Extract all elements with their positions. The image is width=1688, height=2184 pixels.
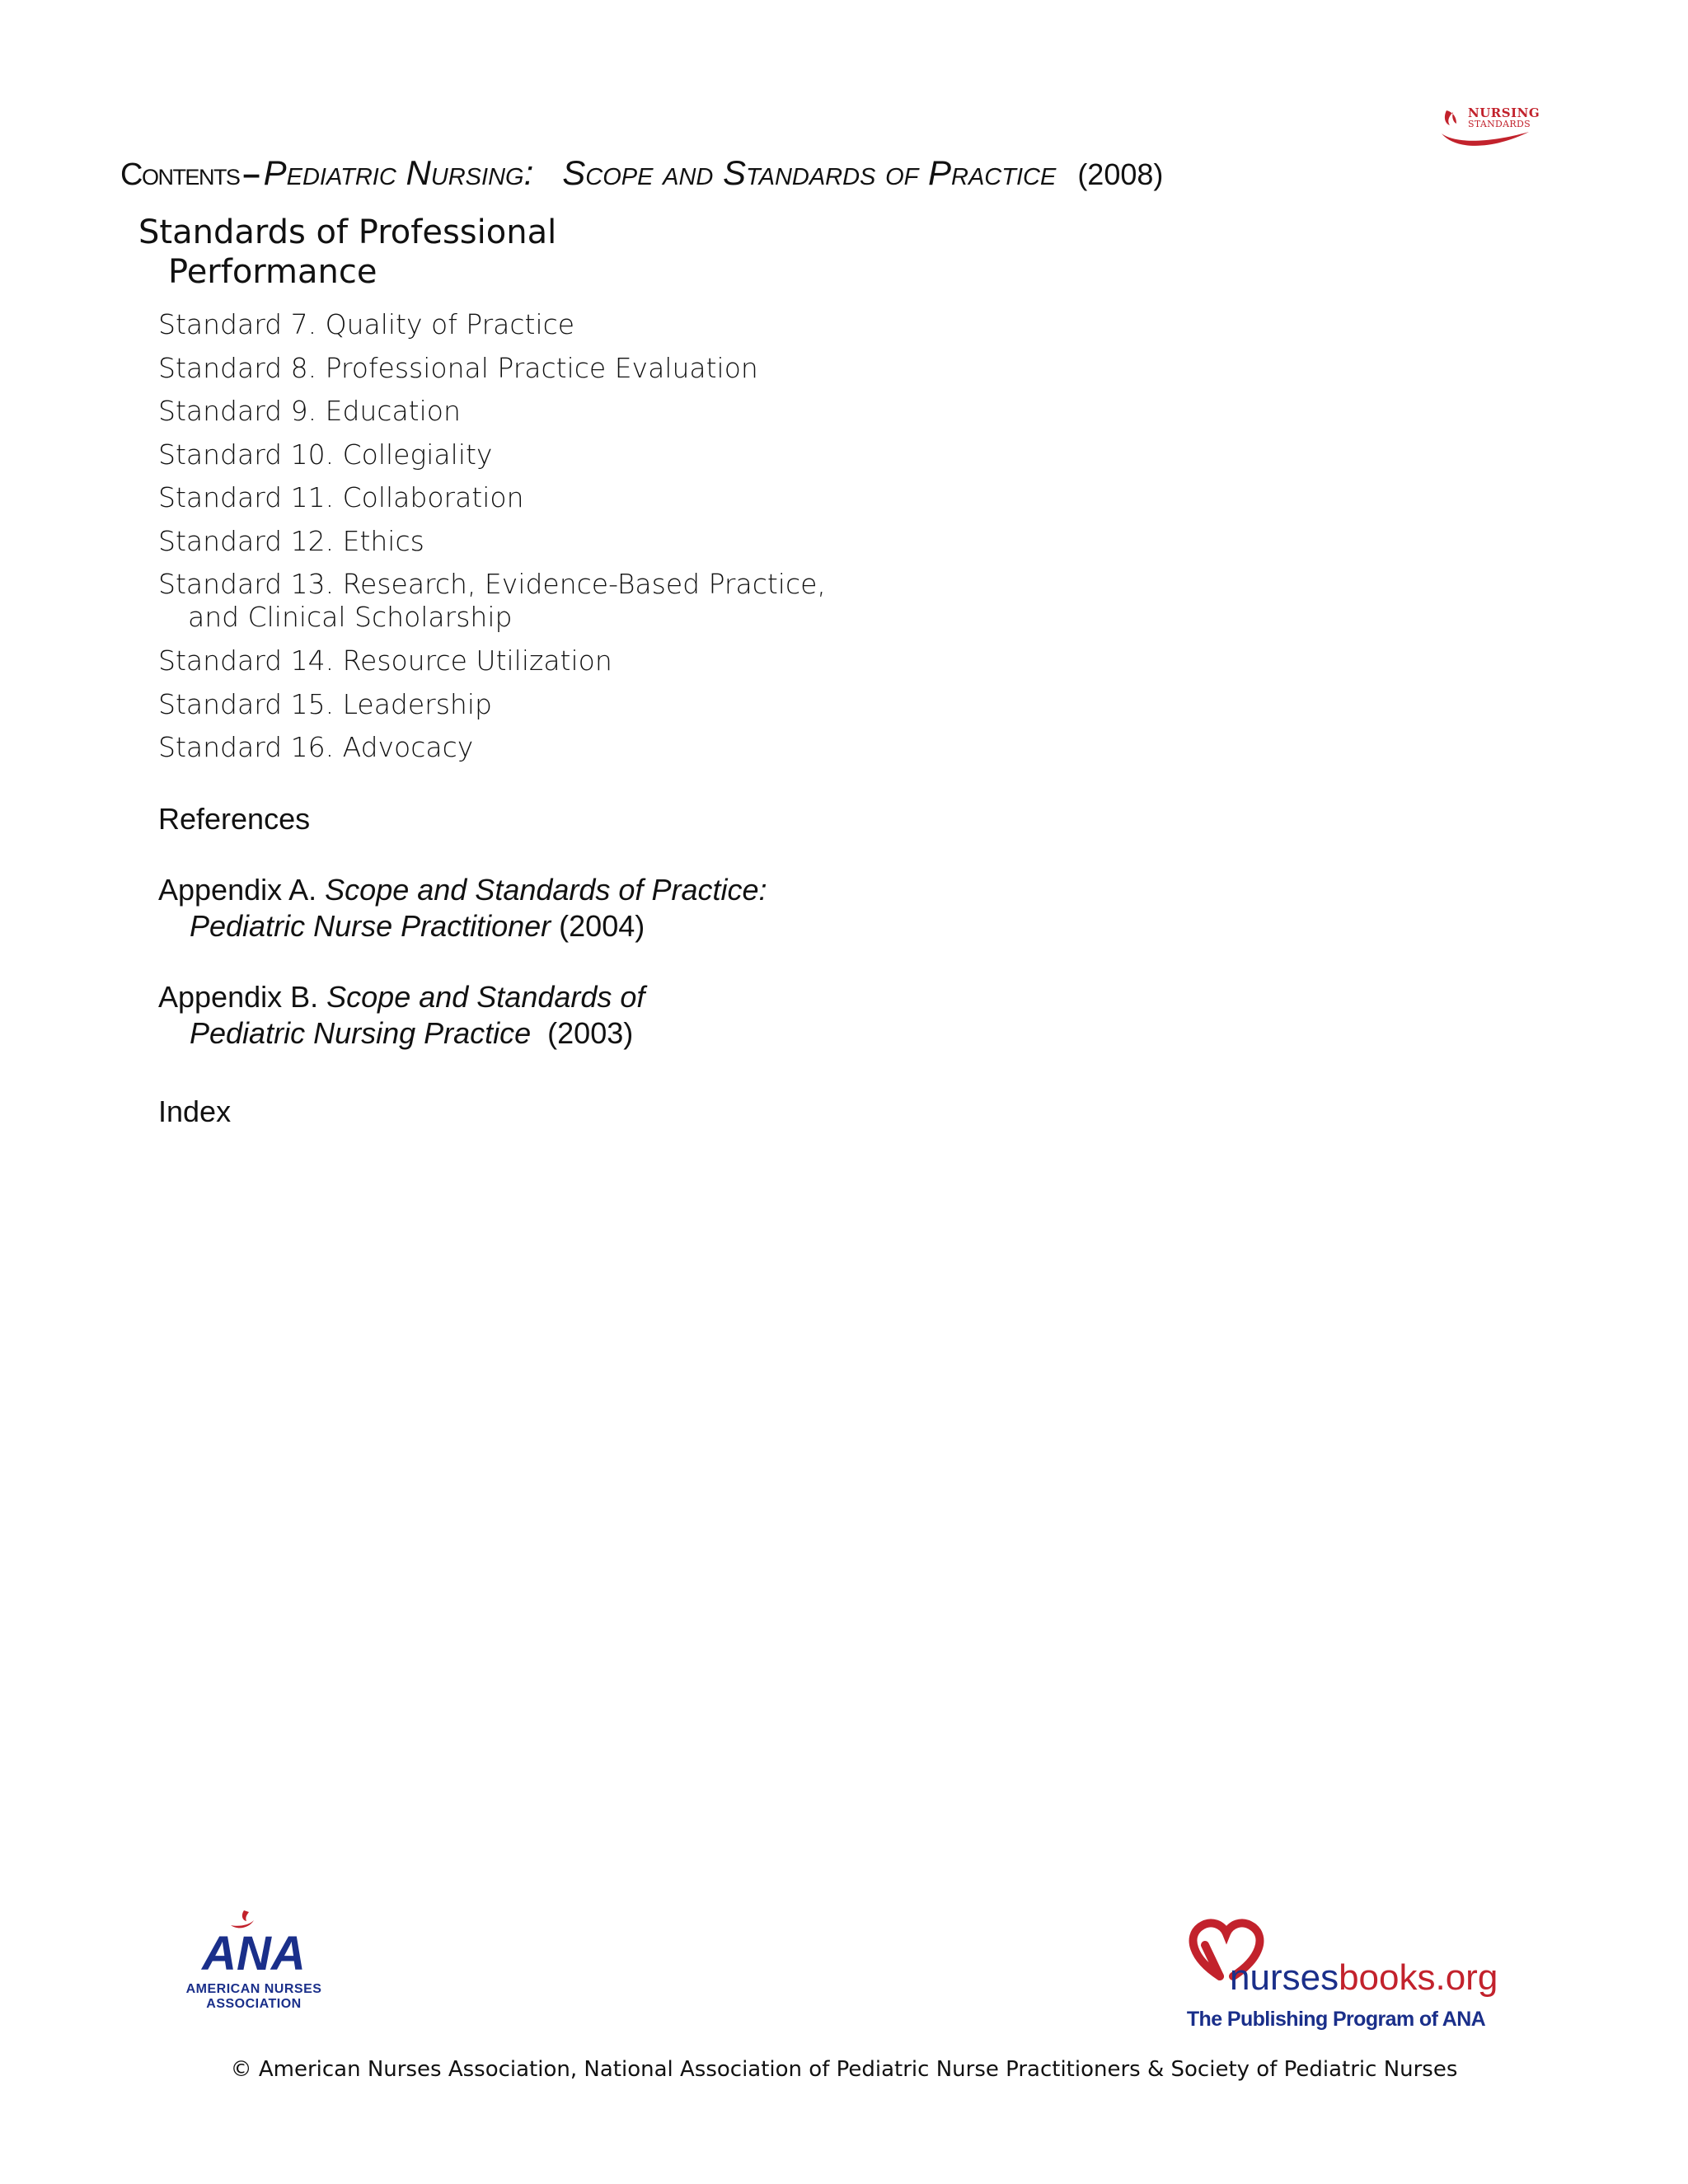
list-item [158,481,524,514]
list-item [158,525,424,558]
document-year: (2008) [1077,157,1164,191]
appendix-a-title-1: Scope and Standards of Practice: [325,873,767,907]
standard-label: Standard 14. Resource Utilization [158,644,612,677]
ana-logo [158,1905,349,2014]
document-title: Pediatric Nursing: Scope and Standards of Practice [263,153,1057,192]
appendix-b-entry [158,979,645,1052]
index-entry [158,1094,231,1130]
references-label: References [158,802,311,836]
appendix-a-prefix: Appendix A. [158,873,326,907]
list-item [158,568,826,634]
references-entry [158,801,310,837]
standard-label: Standard 7. Quality of Practice [158,308,575,340]
nursesbooks-part-2: books.org [1339,1957,1498,1998]
page-header [120,153,1163,193]
standard-label: Standard 11. Collaboration [158,481,524,513]
logo-line-1: NURSING [1468,105,1540,120]
nursesbooks-part-1: nurses [1230,1957,1339,1998]
header-dash: – [242,157,260,192]
appendix-a-title-2: Pediatric Nurse Practitioner [190,909,551,943]
ana-logo-line-1: AMERICAN NURSES [185,1982,322,1996]
svg-text:nursesbooks.org [1230,1957,1498,1998]
logo-line-2: STANDARDS [1468,119,1531,129]
nursesbooks-tagline: The Publishing Program of ANA [1186,2008,1486,2031]
standard-label: Standard 8. Professional Practice Evaluation [158,352,758,384]
appendix-b-title-2: Pediatric Nursing Practice [190,1016,532,1050]
ana-logo-letters: ANA [202,1927,306,1980]
contents-label: Contents [120,157,240,192]
standard-label: Standard 13. Research, Evidence-Based Practice, [158,568,826,600]
list-item [158,395,461,428]
standard-label-continued: and Clinical Scholarship [188,601,513,633]
list-item [158,731,473,764]
copyright-notice: © American Nurses Association, National Association of Pediatric Nurse Practitioners & Society of Pediatric Nurses [230,2057,1458,2082]
ana-logo-line-2: ASSOCIATION [206,1997,302,2011]
section-heading [138,213,556,292]
standard-label: Standard 9. Education [158,395,461,427]
ana-logo-mark-icon [158,1905,349,2014]
list-item [158,352,758,385]
section-heading-line-2: Performance [168,253,377,291]
standard-label: Standard 16. Advocacy [158,731,474,763]
appendix-a-year: (2004) [551,909,645,943]
index-label: Index [158,1094,232,1128]
list-item [158,308,574,341]
appendix-b-year: (2003) [531,1016,634,1050]
list-item [158,644,612,677]
standard-label: Standard 12. Ethics [158,525,424,557]
appendix-a-entry [158,872,767,944]
nursing-standards-logo [1438,101,1540,157]
list-item [158,438,492,471]
standard-label: Standard 15. Leadership [158,688,492,720]
appendix-b-title-1: Scope and Standards of [326,980,645,1014]
list-item [158,688,492,721]
section-heading-line-1: Standards of Professional [138,213,557,251]
standard-label: Standard 10. Collegiality [158,438,493,471]
heart-logo-icon [1184,1912,1498,2003]
appendix-b-prefix: Appendix B. [158,980,327,1014]
